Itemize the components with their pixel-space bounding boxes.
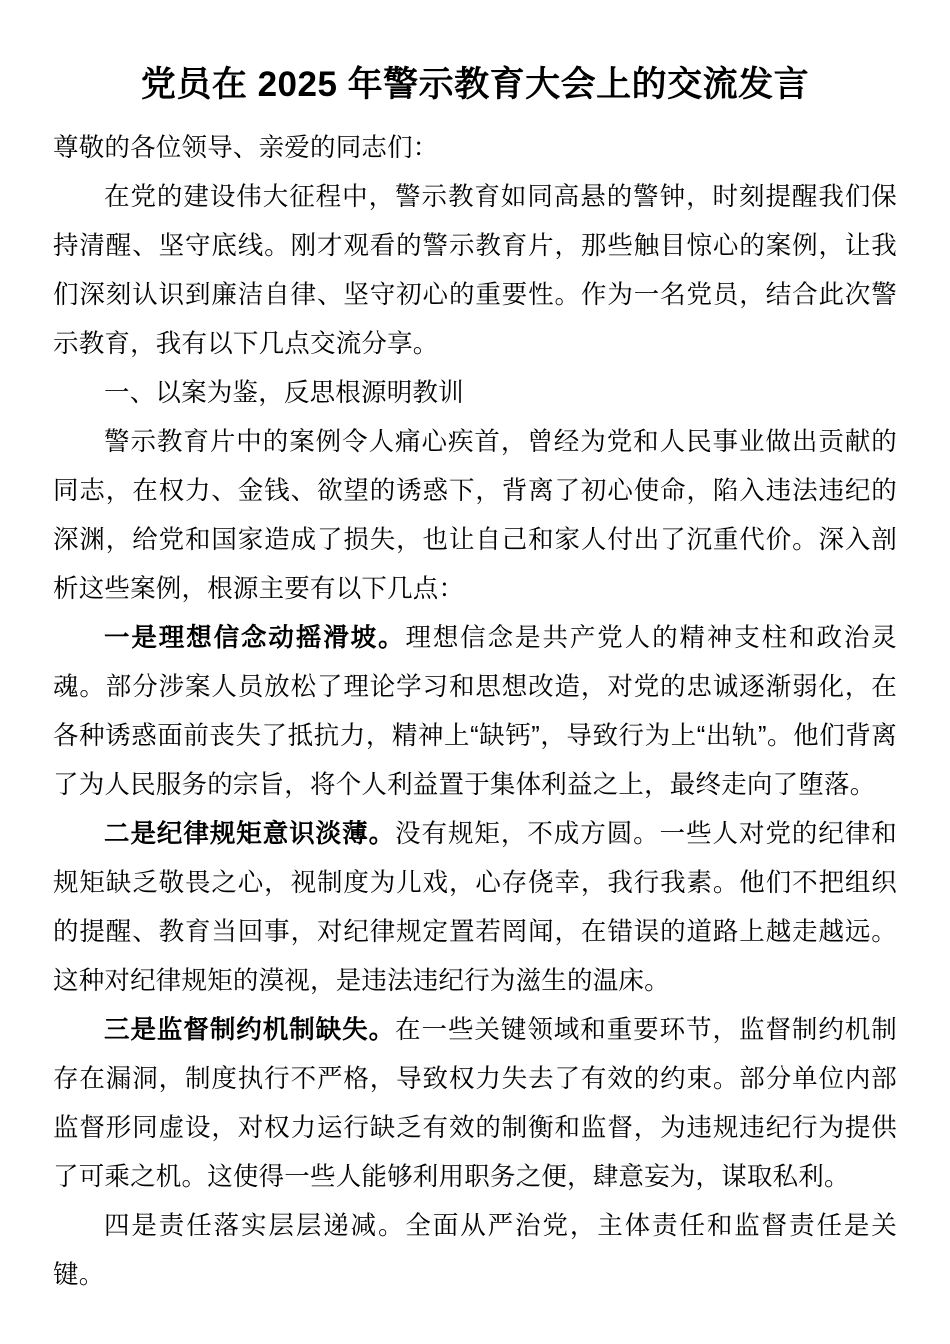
section-one-intro-paragraph: 警示教育片中的案例令人痛心疾首，曾经为党和人民事业做出贡献的同志，在权力、金钱、欲望的诱惑下，背离了初心使命，陷入违法违纪的深渊，给党和国家造成了损失，也让自己和家人付出了沉重代价。深入剖析这些案例，根源主要有以下几点： [53, 428, 897, 603]
page-title: 党员在 2025 年警示教育大会上的交流发言 [140, 65, 810, 104]
point-one-text: 理想信念是共产党人的精神支柱和政治灵魂。部分涉案人员放松了理论学习和思想改造，对党的忠诚逐渐弱化，在各种诱惑面前丧失了抵抗力，精神上“缺钙”，导致行为上“出轨”。他们背离了为人民服务的宗旨，将个人利益置于集体利益之上，最终走向了堕落。 [53, 624, 897, 799]
point-one-paragraph [53, 614, 897, 810]
point-three-lead: 三是监督制约机制缺失。 [104, 1016, 396, 1044]
section-one-heading: 一、以案为鉴，反思根源明教训 [104, 379, 464, 407]
point-three-text: 在一些关键领域和重要环节，监督制约机制存在漏洞，制度执行不严格，导致权力失去了有效的约束。部分单位内部监督形同虚设，对权力运行缺乏有效的制衡和监督，为违规违纪行为提供了可乘之机。这使得一些人能够利用职务之便，肆意妄为，谋取私利。 [53, 1016, 897, 1191]
point-one-lead: 一是理想信念动摇滑坡。 [104, 624, 406, 652]
point-four-paragraph: 四是责任落实层层递减。全面从严治党，主体责任和监督责任是关键。 [53, 1212, 897, 1289]
point-three-paragraph [53, 1006, 897, 1202]
salutation-paragraph: 尊敬的各位领导、亲爱的同志们： [53, 134, 439, 162]
document-body [53, 62, 897, 1300]
point-two-paragraph [53, 810, 897, 1006]
point-two-lead: 二是纪律规矩意识淡薄。 [104, 820, 396, 848]
intro-paragraph: 在党的建设伟大征程中，警示教育如同高悬的警钟，时刻提醒我们保持清醒、坚守底线。刚才观看的警示教育片，那些触目惊心的案例，让我们深刻认识到廉洁自律、坚守初心的重要性。作为一名党员，结合此次警示教育，我有以下几点交流分享。 [53, 183, 897, 358]
point-two-text: 没有规矩，不成方圆。一些人对党的纪律和规矩缺乏敬畏之心，视制度为儿戏，心存侥幸，我行我素。他们不把组织的提醒、教育当回事，对纪律规定置若罔闻，在错误的道路上越走越远。这种对纪律规矩的漠视，是违法违纪行为滋生的温床。 [53, 820, 897, 995]
